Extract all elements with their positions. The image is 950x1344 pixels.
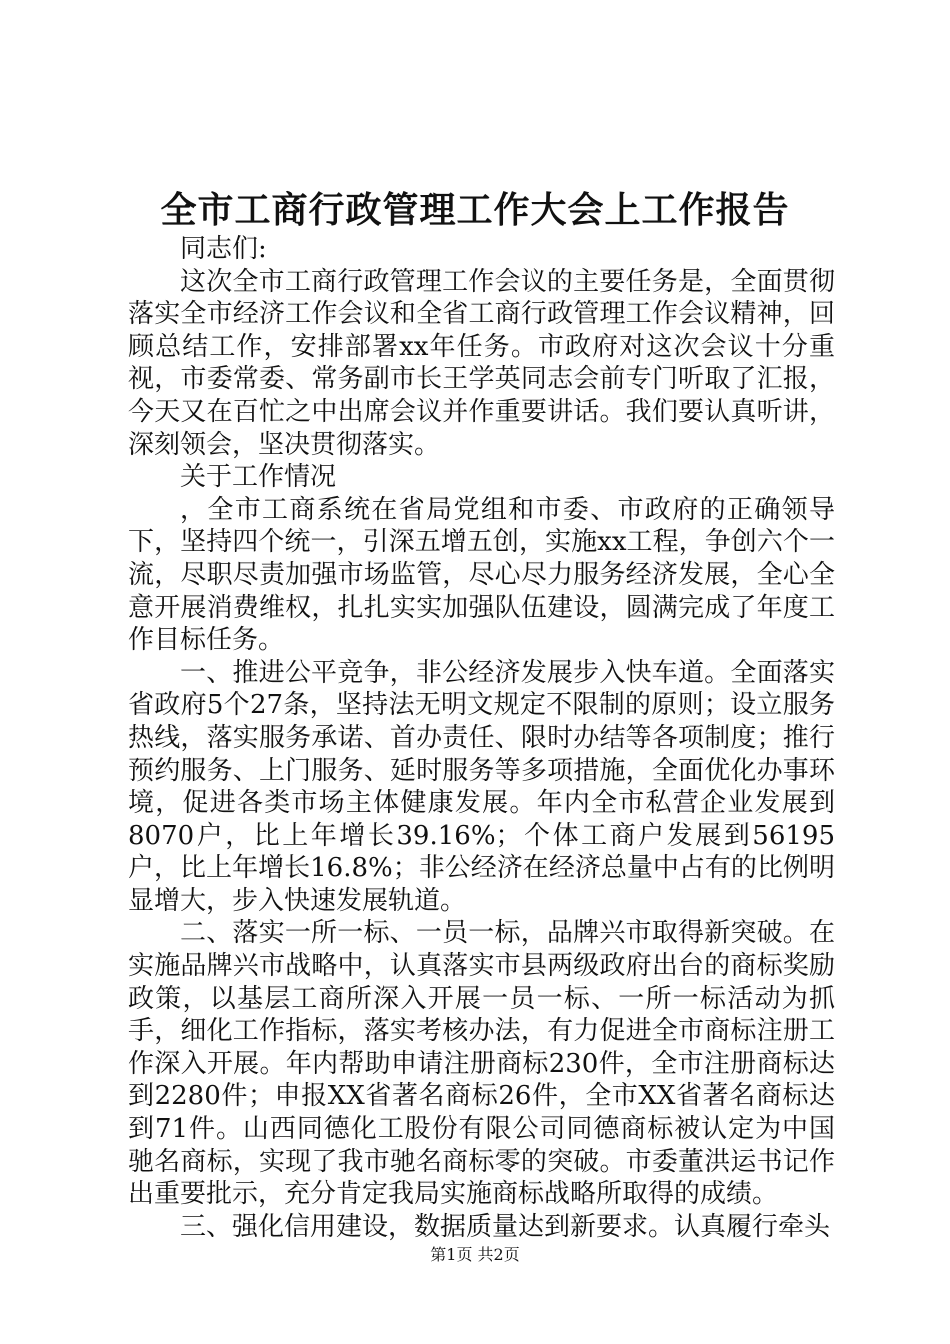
paragraph-overview: ，全市工商系统在省局党组和市委、市政府的正确领导下，坚持四个统一，引深五增五创，实施xx工程，争创六个一流，尽职尽责加强市场监管，尽心尽力服务经济发展，全心全意开展消费维权，扎扎实实加强队伍建设，圆满完成了年度工作目标任务。 xyxy=(128,494,835,656)
section-heading: 关于工作情况 xyxy=(180,462,337,493)
page-number-footer: 第1页 共2页 xyxy=(430,1245,520,1264)
document-body xyxy=(128,233,835,1243)
paragraph-section-3: 三、强化信用建设，数据质量达到新要求。认真履行牵头 xyxy=(180,1211,831,1242)
salutation: 同志们: xyxy=(180,234,267,264)
paragraph-section-1: 一、推进公平竞争，非公经济发展步入快车道。全面落实省政府5个27条，坚持法无明文规定不限制的原则；设立服务热线，落实服务承诺、首办责任、限时办结等各项制度；推行预约服务、上门服务、延时服务等多项措施，全面优化办事环境，促进各类市场主体健康发展。年内全市私营企业发展到8070户，比上年增长39.16%；个体工商户发展到56195户，比上年增长16.8%；非公经济在经济总量中占有的比例明显增大，步入快速发展轨道。 xyxy=(128,657,835,916)
paragraph-intro: 这次全市工商行政管理工作会议的主要任务是，全面贯彻落实全市经济工作会议和全省工商行政管理工作会议精神，回顾总结工作，安排部署xx年任务。市政府对这次会议十分重视，市委常委、常务副市长王学英同志会前专门听取了汇报，今天又在百忙之中出席会议并作重要讲话。我们要认真听讲，深刻领会，坚决贯彻落实。 xyxy=(128,266,835,460)
document-title: 全市工商行政管理工作大会上工作报告 xyxy=(160,189,790,231)
paragraph-section-2: 二、落实一所一标、一员一标，品牌兴市取得新突破。在实施品牌兴市战略中，认真落实市县两级政府出台的商标奖励政策，以基层工商所深入开展一员一标、一所一标活动为抓手，细化工作指标，落实考核办法，有力促进全市商标注册工作深入开展。年内帮助申请注册商标230件，全市注册商标达到2280件；申报XX省著名商标26件，全市XX省著名商标达到71件。山西同德化工股份有限公司同德商标被认定为中国驰名商标，实现了我市驰名商标零的突破。市委董洪运书记作出重要批示，充分肯定我局实施商标战略所取得的成绩。 xyxy=(128,918,835,1210)
